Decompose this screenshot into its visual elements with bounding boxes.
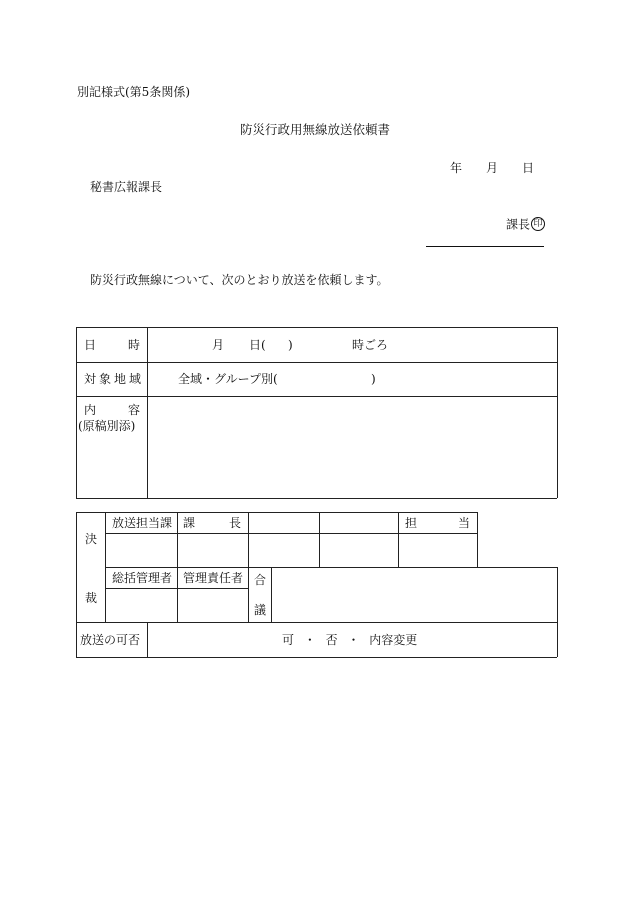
datetime-label: [84, 339, 140, 351]
datetime-month: 月: [212, 338, 225, 352]
table-border: [76, 657, 557, 658]
consultation-stamp-area[interactable]: [272, 568, 556, 621]
document-title: 防災行政用無線放送依頼書: [239, 122, 390, 137]
table-border: [319, 512, 320, 567]
signature-line: [426, 246, 544, 247]
section-chief-char: 課: [183, 516, 196, 530]
content-label-char: 容: [127, 403, 140, 417]
content-note: (原稿別添): [78, 419, 136, 433]
table-border: [76, 622, 557, 623]
content-field[interactable]: [148, 397, 556, 497]
date-month-label: 月: [486, 161, 499, 175]
content-label: [84, 404, 140, 416]
general-manager-stamp-box[interactable]: [106, 589, 176, 621]
addressee: 秘書広報課長: [90, 180, 163, 194]
broadcast-approval-options[interactable]: 可 ・ 否 ・ 内容変更: [282, 633, 418, 647]
content-label-char: 内: [84, 403, 97, 417]
person-in-charge-label: [405, 517, 470, 529]
decision-label-top: 決: [85, 532, 98, 546]
target-area-label: 対象地域: [84, 372, 145, 386]
sender-title-text: 課長: [506, 217, 531, 232]
table-border: [557, 327, 558, 498]
request-statement: 防災行政無線について、次のとおり放送を依頼します。: [90, 273, 389, 287]
responsible-manager-stamp-box[interactable]: [178, 589, 247, 621]
table-border: [557, 567, 558, 657]
broadcast-section-label: 放送担当課: [112, 516, 173, 530]
table-border: [147, 622, 148, 657]
section-chief-stamp-box[interactable]: [178, 534, 247, 566]
target-area-paren-close: ): [371, 372, 376, 386]
table-border: [76, 327, 557, 328]
target-area-value: 全域・グループ別(: [178, 372, 278, 386]
decision-label-bottom: 裁: [85, 591, 98, 605]
table-border: [248, 512, 249, 622]
general-manager-label: 総括管理者: [112, 571, 173, 585]
section-chief-char: 長: [228, 516, 241, 530]
table-border: [76, 327, 77, 498]
date-day-label: 日: [522, 161, 535, 175]
datetime-day: 日(: [249, 338, 266, 352]
datetime-label-char: 日: [84, 338, 97, 352]
broadcast-section-stamp-box[interactable]: [106, 534, 176, 566]
datetime-time: 時ごろ: [352, 338, 389, 352]
datetime-paren-close: ): [288, 338, 293, 352]
consultation-label-bottom: 議: [254, 603, 267, 617]
sender-title: [506, 218, 545, 232]
person-in-charge-stamp-box[interactable]: [399, 534, 476, 566]
section-chief-label: [183, 517, 241, 529]
date-year-label: 年: [450, 161, 463, 175]
datetime-label-char: 時: [127, 338, 140, 352]
person-in-charge-char: 担: [405, 516, 418, 530]
table-border: [76, 362, 557, 363]
table-border: [76, 512, 77, 657]
table-border: [76, 512, 477, 513]
table-border: [76, 498, 557, 499]
form-type-label: 別記様式(第5条関係): [77, 85, 190, 99]
table-border: [477, 512, 478, 567]
person-in-charge-char: 当: [457, 516, 470, 530]
consultation-label-top: 合: [254, 573, 267, 587]
broadcast-approval-label: 放送の可否: [80, 633, 141, 647]
seal-mark: 印: [531, 217, 545, 231]
responsible-manager-label: 管理責任者: [183, 571, 244, 585]
